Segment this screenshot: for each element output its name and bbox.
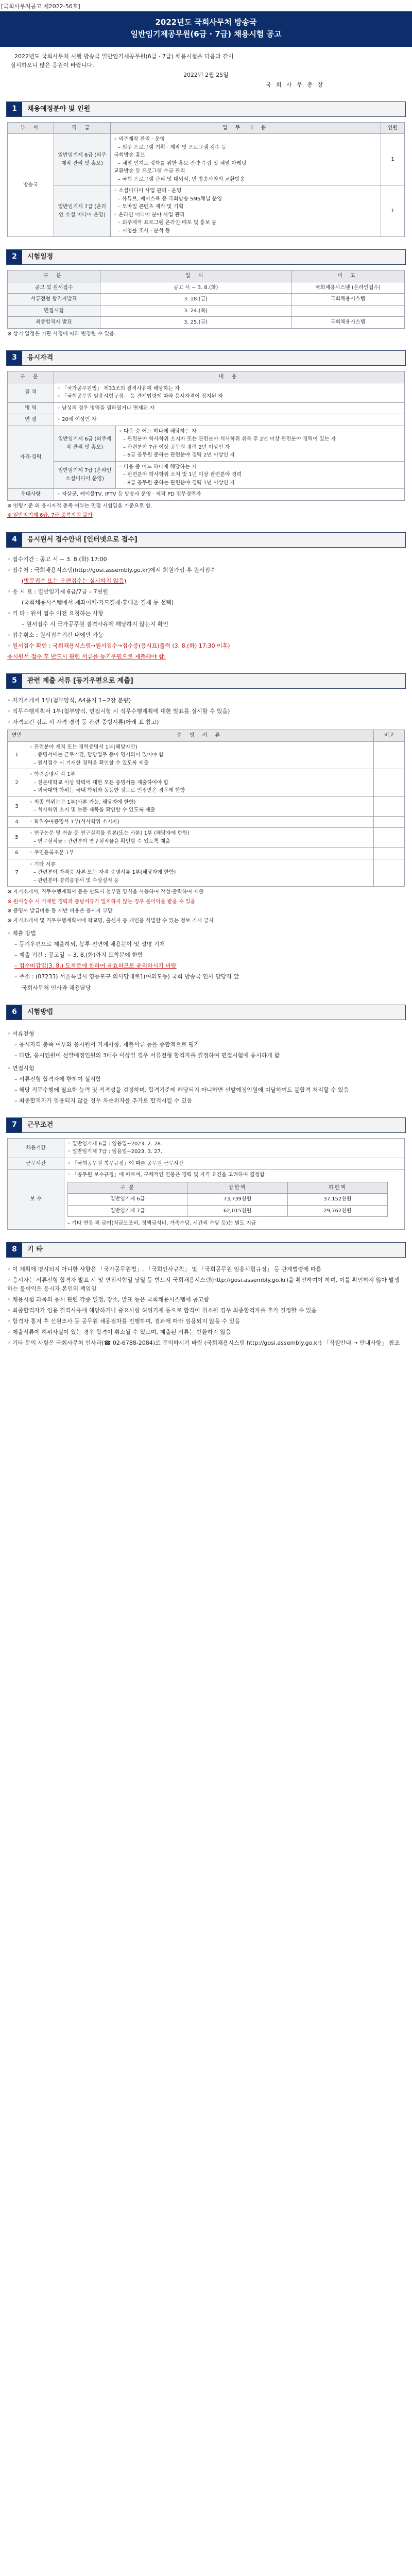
section-working-conditions — [0, 1117, 412, 1230]
row-number: 2 — [8, 769, 26, 797]
table-header: 내 용 — [54, 371, 405, 383]
table-cell: 국회채용시스템 — [291, 294, 405, 306]
table-row — [8, 769, 405, 797]
table-cell — [374, 796, 405, 816]
content-line: ◦ 「국회공무원 임용시험규정」 등 관계법령에 따라 응시자격이 정지된 자 — [57, 394, 223, 400]
duty-line: ◦ 소셜미디어 사업 관리 · 운영 — [114, 188, 182, 194]
table-row — [8, 1158, 405, 1170]
grade-cell: 일반임기제 7급 (온라인 소셜미디어 운영) — [54, 461, 116, 489]
submit-method-label: ◦ 제출 방법 — [7, 930, 36, 937]
table-cell: ◦ 학위수여증명서 1부(석사학위 소지자) — [26, 816, 374, 828]
doc-line: – 외국대학 학위는 국내 학위와 동등한 것으로 인정받은 경우에 한함 — [33, 788, 185, 794]
table-cell: ◦ 주민등록초본 1부 — [26, 848, 374, 859]
duty-line: ◦ 외주제작 관리 · 운영 — [114, 137, 165, 143]
table-cell — [374, 769, 405, 797]
row-label: 결 격 — [8, 383, 54, 402]
application-item: (국회채용시스템에서 계좌이체·카드결제·휴대폰 결제 등 선택) — [22, 599, 174, 606]
section-exam-schedule — [0, 249, 412, 338]
content-line: – 관련분야 7급 이상 공무원 경력 2년 이상인 자 — [123, 444, 230, 450]
content-line: ◦ 다음 중 어느 하나에 해당하는 자 — [119, 464, 197, 470]
other-item: ◦ 이 계획에 명시되지 아니한 사항은 「국가공무원법」, 「국회인사규칙」 및 「국회공무원 임용시험규정」 등 관계법령에 따름 — [7, 1265, 322, 1273]
doc-line: – 증명서에는 근무기간, 담당업무 등이 명시되어 있어야 함 — [33, 752, 164, 758]
notice-title-banner — [0, 11, 412, 47]
content-line: – 관련분야 학사학위 소지 및 1년 이상 관련분야 경력 — [123, 472, 242, 478]
section-header — [6, 1005, 406, 1020]
section-title: 채용예정분야 및 인원 — [22, 102, 405, 116]
table-cell — [374, 848, 405, 859]
table-cell: 73,739천원 — [187, 1194, 287, 1206]
section-title: 시험방법 — [22, 1005, 405, 1020]
pay-table — [67, 1182, 388, 1217]
table-cell: ◦ 20세 이상인 자 — [54, 414, 405, 426]
submit-item: – 주소 : (07233) 서울특별시 영등포구 의사당대로1(여의도동) 국회 방송국 인사 담당자 앞 — [14, 973, 239, 980]
table-header: 업 무 내 용 — [111, 122, 381, 134]
section-number: 8 — [7, 1243, 22, 1257]
table-cell — [26, 828, 374, 848]
table-row — [8, 185, 405, 237]
row-number: 4 — [8, 816, 26, 828]
table-cell — [374, 828, 405, 848]
section-number: 1 — [7, 102, 22, 116]
table-header: 구 분 — [8, 371, 54, 383]
section-other — [0, 1242, 412, 1347]
section-number: 2 — [7, 250, 22, 264]
section-number: 7 — [7, 1118, 22, 1132]
doc-line: ◦ 관련분야 재직 또는 경력증명서 1부(해당자만) — [29, 744, 138, 750]
section-number: 6 — [7, 1005, 22, 1020]
doc-line: – 전문대학교 이상 학력에 대한 모든 증명서를 제출하여야 함 — [33, 779, 169, 786]
table-cell — [26, 796, 374, 816]
method-item: – 다만, 응시인원이 선발예정인원의 3배수 이상일 경우 서류전형 합격자를 결정하여 면접시험에 응시하게 함 — [14, 1052, 280, 1059]
content-line: ◦ 일반임기제 7급 : 임용일~2023. 3. 27. — [67, 1149, 163, 1155]
doc-line: ◦ 기타 서류 — [29, 861, 56, 868]
count-cell: 1 — [381, 185, 405, 237]
table-cell: ◦ 「국회공무원 복무규정」에 따른 공무원 근무시간 — [64, 1158, 405, 1170]
notice-number: [국회사무처공고 제2022-56호] — [1, 3, 80, 10]
table-cell: 62,015천원 — [187, 1205, 287, 1217]
pay-intro: ◦ 「공무원 보수규정」에 따르며, 구체적인 연봉은 경력 및 자격 요건을 고려하여 결정함 — [67, 1172, 265, 1178]
duty-line: – 채널 인지도 강화를 위한 홍보 전략 수립 및 채널 마케팅 — [118, 160, 247, 166]
method-item: ◦ 서류전형 — [7, 1030, 35, 1037]
table-cell: 면접시험 — [8, 305, 100, 317]
submit-item: – 접수마감일(3. 8.) 도착분에 한하여 유효하므로 유의하시기 바람 — [14, 962, 177, 970]
document-item: ◦ 직무수행계획서 1부(첨부양식, 면접시험 시 직무수행계획에 대한 발표를 실시할 수 있음) — [7, 708, 230, 715]
table-cell: ◦ 남성의 경우 병역을 필하였거나 면제된 자 — [54, 402, 405, 414]
table-row — [8, 848, 405, 859]
table-cell — [26, 859, 374, 887]
doc-line: – 관련분야 경력증명서 및 수상실적 등 — [33, 877, 119, 884]
row-label: 근무시간 — [8, 1158, 64, 1170]
table-row — [8, 305, 405, 317]
method-item: ◦ 면접시험 — [7, 1064, 35, 1072]
row-number: 1 — [8, 741, 26, 769]
row-label: 채용기간 — [8, 1138, 64, 1158]
table-cell — [374, 741, 405, 769]
table-cell: 29,762천원 — [287, 1205, 387, 1217]
content-line: ◦ 「국가공무원법」 제33조의 결격사유에 해당하는 자 — [57, 385, 180, 392]
section-header — [6, 1117, 406, 1133]
section-number: 4 — [7, 533, 22, 547]
content-line: – 관련분야 학사학위 소지자 또는 관련분야 석사학위 취득 후 2년 이상 관련분야 경력이 있는 자 — [123, 436, 336, 443]
application-item: ◦ 접수처 : 국회채용시스템(http://gosi.assembly.go.kr)에서 회원가입 후 원서접수 — [7, 566, 216, 573]
section-header — [6, 673, 406, 689]
grade-cell: 일반임기제 6급 (외주제작 관리 및 홍보) — [54, 426, 116, 461]
section-header — [6, 249, 406, 265]
section-header — [6, 350, 406, 366]
doc-line: ◦ 학력증명서 각 1부 — [29, 772, 76, 778]
table-cell — [64, 1138, 405, 1158]
method-item: – 최종합격자가 임용되지 않을 경우 차순위자를 추가로 합격시킬 수 있음 — [14, 1097, 193, 1104]
table-row — [8, 859, 405, 887]
recruitment-table — [7, 122, 405, 238]
submit-item: – 등기우편으로 제출하되, 봉투 전면에 채용분야 및 성명 기재 — [14, 941, 165, 948]
doc-line: – 연구실적물 : 관련분야 연구실적물을 확인할 수 있도록 제출 — [33, 838, 170, 844]
eligibility-note — [7, 512, 405, 520]
method-item: – 서류전형 합격자에 한하여 실시함 — [14, 1075, 101, 1082]
table-header: 연번 — [8, 730, 26, 742]
notice-issuer: 국 회 사 무 총 장 — [265, 81, 324, 88]
section-header — [6, 101, 406, 117]
application-item: – 원서접수 시 국가공무원 결격사유에 해당하지 않는지 확인 — [22, 620, 168, 628]
content-line: ◦ 일반임기제 6급 : 임용일~2023. 2. 28. — [67, 1141, 163, 1147]
table-cell: 국회채용시스템 — [291, 317, 405, 329]
table-row — [8, 796, 405, 816]
table-cell — [26, 769, 374, 797]
method-item: – 해당 직무수행에 필요한 능력 및 적격성을 검정하며, 합격기준에 해당되지 아니하면 선발예정인원에 미달하여도 불합격 처리할 수 있음 — [14, 1086, 349, 1093]
table-row — [8, 134, 405, 185]
row-label: 보 수 — [8, 1170, 64, 1230]
submit-item: 국회사무처 인사과 채용담당 — [22, 984, 91, 991]
table-cell: 최종합격자 발표 — [8, 317, 100, 329]
table-header: 구 분 — [8, 270, 100, 282]
grade-cell: 일반임기제 6급 (외주제작 관리 및 홍보) — [54, 134, 111, 185]
section-title: 응시자격 — [22, 351, 405, 365]
table-row — [8, 461, 405, 489]
table-row — [8, 317, 405, 329]
title-line-2: 일반임기제공무원(6급 · 7급) 채용시험 공고 — [130, 29, 282, 39]
table-row — [8, 294, 405, 306]
table-cell — [116, 426, 405, 461]
content-line: – 8급 공무원 준하는 관련분야 경력 1년 이상인 자 — [123, 480, 235, 486]
pay-note: – 기타 연봉 외 급여(직급보조비, 정액급식비, 가족수당, 시간외 수당 등)는 별도 지급 — [67, 1221, 256, 1227]
duty-line: – 국회 프로그램 관리 및 대외적, 민 방송사와의 교환방송 — [118, 176, 245, 182]
documents-note: ※ 원서접수 시 기재한 경력과 증빙서류가 일치하지 않는 경우 불이익을 받을 수 있음 — [7, 899, 196, 905]
table-header: 인원 — [381, 122, 405, 134]
table-cell — [374, 816, 405, 828]
count-cell: 1 — [381, 134, 405, 185]
table-row — [8, 1170, 405, 1230]
table-cell — [54, 383, 405, 402]
doc-line: – 석사학위 소지 및 논문 제목을 확인할 수 있도록 제출 — [33, 807, 156, 814]
table-row — [8, 282, 405, 294]
duties-cell — [111, 134, 381, 185]
documents-table — [7, 730, 405, 887]
doc-line: – 관련분야 자격증 사본 또는 자격 증명서류 1부(해당자에 한함) — [33, 870, 176, 876]
other-item: ◦ 기타 문의 사항은 국회사무처 인사과(☎ 02-6788-2084)로 문의하시기 바람 (국회채용시스템 http://gosi.assembly.go.kr) 「직원안내 → 안내사항」 참조 — [7, 1340, 400, 1347]
other-item: ◦ 최종합격자가 임용 결격사유에 해당하거나 중요사항 허위기재 등으로 합격이 취소될 경우 최종합격자를 추가 결정할 수 있음 — [7, 1307, 317, 1314]
table-cell: 국회채용시스템 (온라인접수) — [291, 282, 405, 294]
document-item: ◦ 자격요건 검토 시 자격·경력 등 관련 증빙서류(아래 표 참고) — [7, 719, 159, 726]
table-row — [8, 816, 405, 828]
duties-cell — [111, 185, 381, 237]
table-cell — [26, 741, 374, 769]
table-row — [8, 1138, 405, 1158]
grade-cell: 일반임기제 7급 (온라인 소셜 미디어 운영) — [54, 185, 111, 237]
other-item: ◦ 합격자 통지 후 신원조사 등 공무원 채용절차를 진행하며, 결과에 따라 임용되지 않을 수 있음 — [7, 1318, 241, 1325]
table-row — [8, 402, 405, 414]
intro-line: 실시하오니 많은 응원이 바랍니다. — [10, 61, 94, 69]
application-item: ◦ 접수취소 : 원서접수기간 내에만 가능 — [7, 632, 104, 639]
section-title: 응시원서 접수안내 [인터넷으로 접수] — [22, 533, 405, 547]
intro-line: 2022년도 국회사무처 시행 방송국 일반임기제공무원(6급 · 7급) 채용시험을 다음과 같이 — [14, 53, 234, 60]
table-header: 직 급 — [54, 122, 111, 134]
duty-line: – 유튜브, 페이스북 등 국회방송 SNS채널 운영 — [118, 196, 222, 202]
table-row — [68, 1205, 388, 1217]
row-number: 5 — [8, 828, 26, 848]
table-cell: 3. 18.(금) — [100, 294, 291, 306]
other-item: ◦ 채용시험 과목의 응시 관련 각종 일정, 장소, 발표 등은 국회채용시스템에 공고함 — [7, 1296, 209, 1303]
schedule-table — [7, 270, 405, 329]
schedule-note: ※ 상기 일정은 기관 사정에 따라 변경될 수 있음. — [7, 331, 116, 337]
row-label: 우대사항 — [8, 489, 54, 501]
application-item: (방문접수 또는 우편접수는 실시하지 않음) — [22, 577, 127, 584]
documents-note: ※ 자기소개서, 직무수행계획서 등은 반드시 첨부된 양식을 사용하여 작성·출력하여 제출 — [7, 889, 204, 895]
document-item: ◦ 자기소개서 1부(첨부양식, A4용지 1~2장 분량) — [7, 697, 131, 704]
duty-line: 교환방송 등 프로그램 수급 관리 — [114, 168, 185, 175]
doc-line: ◦ 최종 학위논문 1부(사본 가능, 해당자에 한함) — [29, 799, 136, 805]
table-cell: 공고 시 ~ 3. 8.(화) — [100, 282, 291, 294]
table-cell — [64, 1170, 405, 1230]
section-application — [0, 532, 412, 661]
table-cell: 3. 24.(목) — [100, 305, 291, 317]
application-check: ◦ 원서접수 확인 : 국회채용시스템→원서접수→접수증(응시표)출력 (3. 8.(화) 17:30 이후) — [7, 642, 230, 650]
duty-line: – 모바일 콘텐츠 제작 및 기획 — [118, 204, 184, 210]
table-cell: 서류전형 합격자발표 — [8, 294, 100, 306]
section-eligibility — [0, 350, 412, 520]
table-row — [8, 426, 405, 461]
title-line-1: 2022년도 국회사무처 방송국 — [155, 18, 257, 27]
other-item: ◦ 응시자는 서류전형 합격자 발표 시 및 면접시험일 당일 등 반드시 국회채용시스템(http://gosi.assembly.go.kr)을 확인하여야 하며, 이를 확인하지 않아 발생하는 불이익은 응시자 본인의 책임임 — [7, 1276, 400, 1292]
doc-line: – 원서접수 시 기재한 경력을 확인할 수 있도록 제출 — [33, 760, 149, 766]
row-number: 7 — [8, 859, 26, 887]
table-header: 부 서 — [8, 122, 54, 134]
section-title: 시험일정 — [22, 250, 405, 264]
table-row — [8, 828, 405, 848]
section-recruitment-field — [0, 101, 412, 238]
application-item: ◦ 기 타 : 원서 접수 이전 요청하는 사항 — [7, 609, 104, 617]
row-label: 자격·경력 — [8, 426, 54, 489]
application-item — [7, 641, 405, 650]
table-header: 증 빙 서 류 — [26, 730, 374, 742]
documents-note: ※ 증명서 발급비용 등 제반 비용은 응시자 부담 — [7, 908, 113, 914]
eligibility-note: ※ 연령기준 외 응시자격 충족 여부는 면접 시험일을 기준으로 함. — [7, 503, 152, 509]
duty-line: – 시청률 조사 · 분석 등 — [118, 228, 170, 234]
section-number: 5 — [7, 674, 22, 688]
table-cell: 일반임기제 7급 — [68, 1205, 187, 1217]
table-row — [68, 1194, 388, 1206]
section-exam-method — [0, 1005, 412, 1105]
section-title: 근무조건 — [22, 1118, 405, 1132]
content-line: ◦ 다음 중 어느 하나에 해당하는 자 — [119, 428, 197, 434]
method-item: – 응시자격 충족 여부와 응시원서 기재사항, 제출서류 등을 종합적으로 평가 — [14, 1041, 200, 1048]
row-number: 6 — [8, 848, 26, 859]
table-cell — [374, 859, 405, 887]
table-cell — [291, 305, 405, 317]
table-header: 비고 — [374, 730, 405, 742]
section-title: 관련 제출 서류 [등기우편으로 제출] — [22, 674, 405, 688]
section-title: 기 타 — [22, 1243, 405, 1257]
duty-line: – 외주 프로그램 기획 · 제작 및 프로그램 검수 등 — [118, 144, 227, 150]
table-header: 비 고 — [291, 270, 405, 282]
other-item: ◦ 제출서류에 허위사실이 있는 경우 합격이 취소될 수 있으며, 제출된 서류는 반환하지 않음 — [7, 1329, 231, 1336]
table-cell: 공고 및 원서접수 — [8, 282, 100, 294]
documents-note: ※ 자기소개서 및 직무수행계획서에 학교명, 출신지 등 개인을 식별할 수 있는 정보 기재 금지 — [7, 918, 214, 924]
application-warning: 응시원서 접수 후 반드시 관련 서류를 등기우편으로 제출해야 함. — [7, 653, 166, 660]
table-header: 상한액 — [187, 1182, 287, 1194]
table-header: 일 시 — [100, 270, 291, 282]
table-cell — [116, 461, 405, 489]
application-item: ◦ 접수기간 : 공고 시 ~ 3. 8.(화) 17:00 — [7, 555, 107, 563]
eligibility-table — [7, 371, 405, 501]
table-cell: ◦ 자살군, 케이블TV, IPTV 등 방송사 운영 · 제작 PD 업무경력자 — [54, 489, 405, 501]
conditions-table — [7, 1138, 405, 1230]
table-row — [8, 414, 405, 426]
duty-line: 국회방송 홍보 — [114, 152, 146, 159]
duty-line: – 외주제작 프로그램 온라인 배포 및 홍보 등 — [118, 220, 217, 226]
notice-date: 2022년 2월 25일 — [183, 71, 229, 78]
row-label: 연 령 — [8, 414, 54, 426]
section-documents — [0, 673, 412, 992]
section-header — [6, 1242, 406, 1258]
row-label: 병 역 — [8, 402, 54, 414]
table-row — [8, 383, 405, 402]
intro — [0, 47, 412, 89]
table-cell: 3. 25.(금) — [100, 317, 291, 329]
table-cell: 37,152천원 — [287, 1194, 387, 1206]
dept-cell: 방송국 — [8, 134, 54, 237]
duplicate-apply-note: ※ 일반임기제 6급, 7급 중복지원 불가 — [7, 513, 93, 519]
table-header: 하한액 — [287, 1182, 387, 1194]
section-number: 3 — [7, 351, 22, 365]
doc-line: ◦ 연구논문 및 저술 등 연구실적물 원본(또는 사본) 1부 (해당자에 한함) — [29, 831, 190, 837]
table-cell: 일반임기제 6급 — [68, 1194, 187, 1206]
content-line: – 6급 공무원 준하는 관련분야 경력 2년 이상인 자 — [123, 452, 235, 459]
submit-item: – 제출 기간 : 공고일 ~ 3. 8.(화)까지 도착분에 한함 — [14, 952, 143, 959]
application-item: ◦ 응 시 료 : 일반임기제 6급/7급 – 7천원 — [7, 588, 108, 595]
section-header — [6, 532, 406, 548]
table-header: 구 분 — [68, 1182, 187, 1194]
table-row — [8, 741, 405, 769]
duty-line: ◦ 온라인 미디어 분야 사업 관리 — [114, 212, 185, 218]
table-row — [8, 489, 405, 501]
row-number: 3 — [8, 796, 26, 816]
